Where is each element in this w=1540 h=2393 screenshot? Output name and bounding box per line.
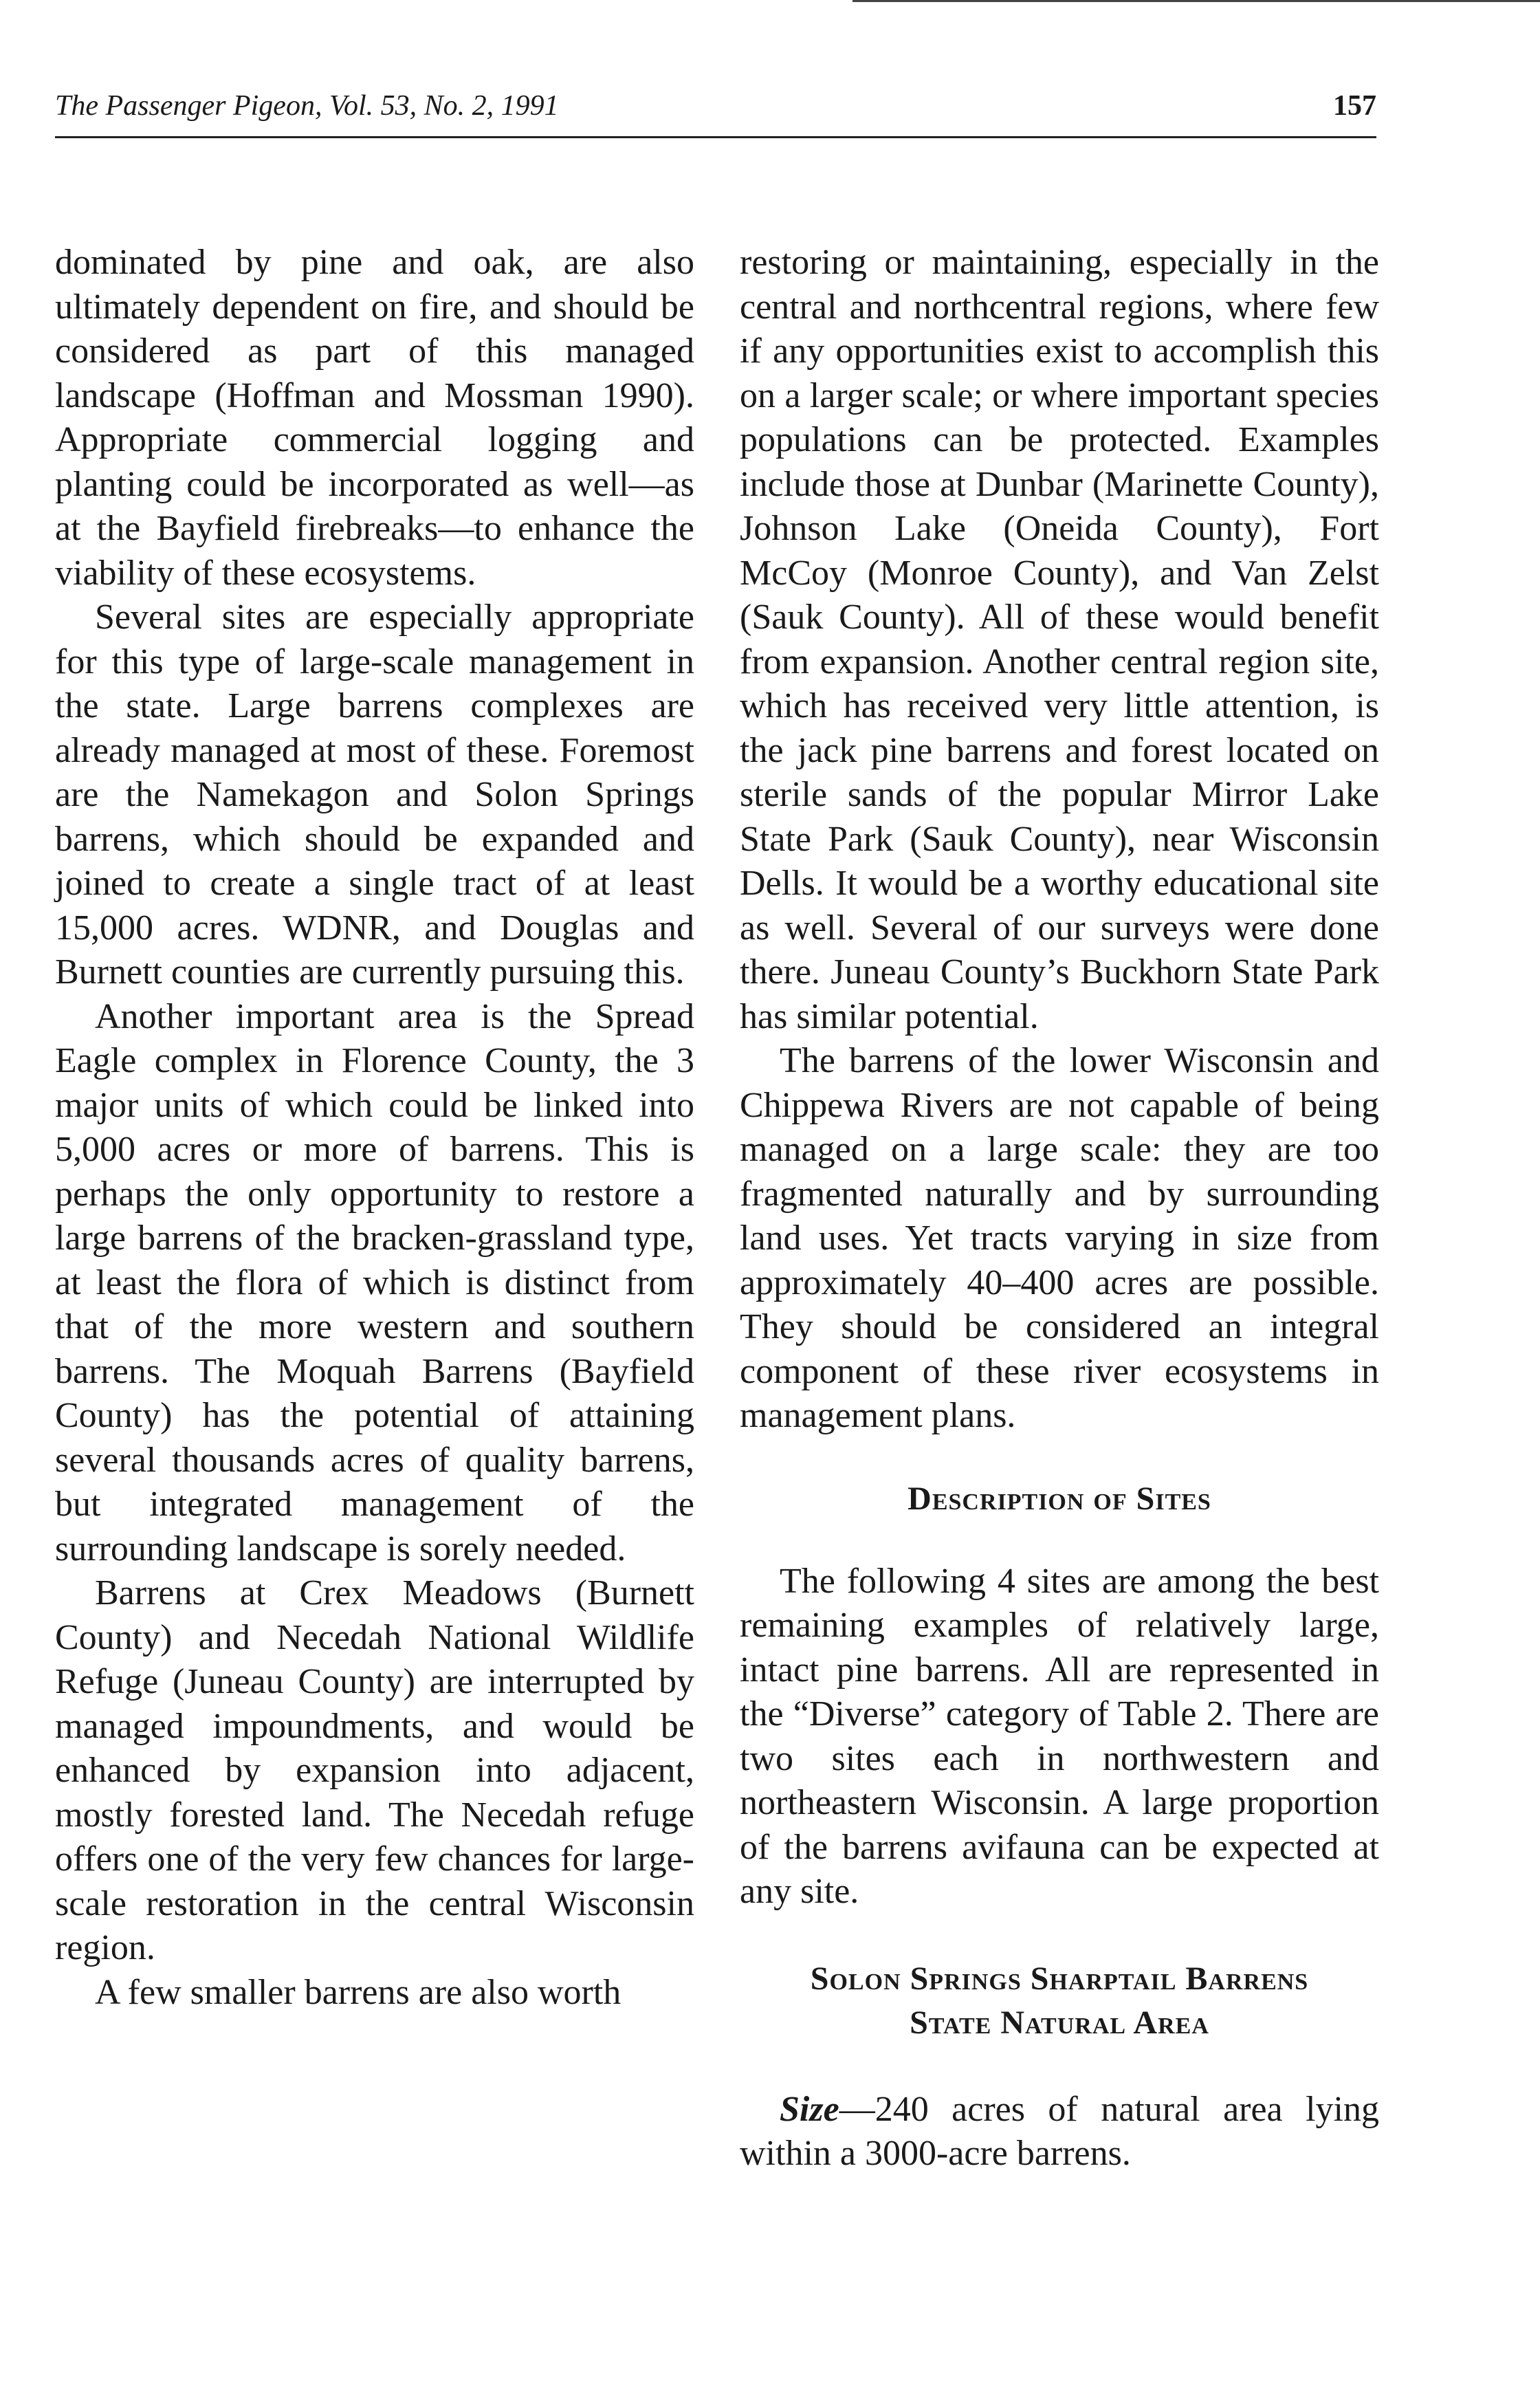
section-heading-description-of-sites: Description of Sites [908, 1480, 1211, 1517]
size-text: —240 acres of natural area lying within a 3000-acre barrens. [740, 2089, 1379, 2173]
paragraph: Several sites are especially appropriate for this type of large-scale management in the state. Large barrens complexes are already managed at most of these. Foremost are the Namekagon and Solon Springs barrens, which should be expanded and joined to create a single tract of at least 15,000 acres. WDNR, and Douglas and Burnett counties are currently pursuing this. [55, 598, 694, 992]
header-rule [55, 136, 1376, 138]
page-number: 157 [1333, 90, 1376, 122]
right-column [740, 241, 1379, 2176]
running-head [55, 88, 1376, 124]
paragraph: restoring or maintaining, especially in the central and northcentral regions, where few if any opportunities exist to accomplish this on a larger scale; or where important species populations can be protected. Examples include those at Dunbar (Marinette County), Johnson Lake (Oneida County), Fort McCoy (Monroe County), and Van Zelst (Sauk County). All of these would benefit from expansion. Another central region site, which has received very little attention, is the jack pine barrens and forest located on sterile sands of the popular Mirror Lake State Park (Sauk County), near Wisconsin Dells. It would be a worthy educational site as well. Several of our surveys were done there. Juneau County’s Buckhorn State Park has similar potential. [740, 243, 1379, 1036]
site-heading-line-1: Solon Springs Sharptail Barrens [810, 1960, 1309, 1997]
paragraph: Another important area is the Spread Eagle complex in Florence County, the 3 major units of which could be linked into 5,000 acres or more of barrens. This is perhaps the only opportunity to restore a large barrens of the bracken-grassland type, at least the flora of which is distinct from that of the more western and southern barrens. The Moquah Barrens (Bayfield County) has the potential of attaining several thousands acres of quality barrens, but integrated management of the surrounding landscape is sorely needed. [55, 996, 694, 1569]
paragraph: Barrens at Crex Meadows (Burnett County) and Necedah National Wildlife Refuge (Juneau County) are interrupted by managed impoundments, and would be enhanced by expansion into adjacent, mostly forested land. The Necedah refuge offers one of the very few chances for large-scale restoration in the central Wisconsin region. [55, 1573, 694, 1967]
left-column [55, 241, 694, 2015]
paragraph: The barrens of the lower Wisconsin and Chippewa Rivers are not capable of being managed on a large scale: they are too fragmented naturally and by surrounding land uses. Yet tracts varying in size from approximately 40–400 acres are possible. They should be considered an integral component of these river ecosystems in management plans. [740, 1041, 1379, 1435]
site-heading-line-2: State Natural Area [910, 2004, 1209, 2041]
paragraph: The following 4 sites are among the best remaining examples of relatively large, intact pine barrens. All are represented in the “Diverse” category of Table 2. There are two sites each in northwestern and northeastern Wisconsin. A large proportion of the barrens avifauna can be expected at any site. [740, 1561, 1379, 1911]
site-size-paragraph [740, 2088, 1379, 2176]
top-edge-rule [852, 0, 1540, 2]
paragraph: A few smaller barrens are also worth [95, 1972, 622, 2012]
journal-citation: The Passenger Pigeon, Vol. 53, No. 2, 1991 [55, 90, 559, 122]
paragraph: dominated by pine and oak, are also ultimately dependent on fire, and should be considered as part of this managed landscape (Hoffman and Mossman 1990). Appropriate commercial logging and planting could be incorporated as well—as at the Bayfield firebreaks—to enhance the viability of these ecosystems. [55, 243, 694, 593]
site-heading [740, 1957, 1379, 2045]
size-label: Size [780, 2089, 839, 2129]
